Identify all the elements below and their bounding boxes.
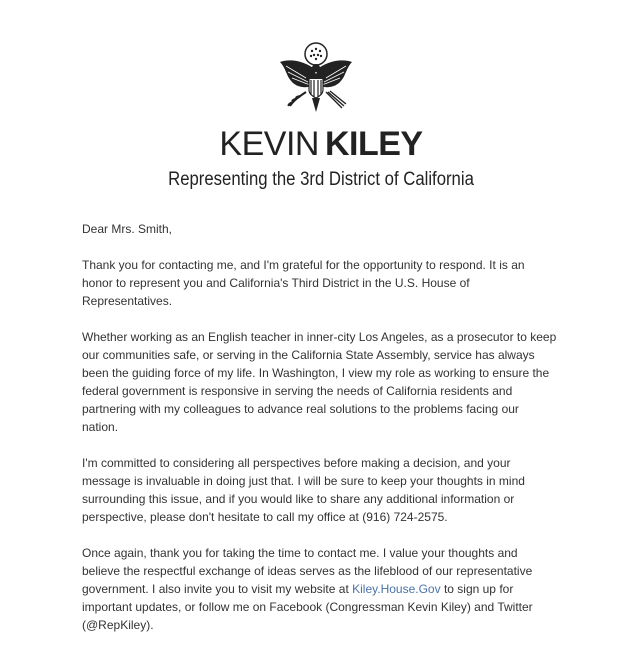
website-link[interactable]: Kiley.House.Gov (352, 582, 441, 596)
district-subtitle: Representing the 3rd District of California (168, 169, 474, 190)
last-name: KILEY (324, 125, 423, 163)
paragraph-4 (82, 544, 558, 634)
great-seal-eagle-icon (276, 40, 356, 120)
paragraph-2: Whether working as an English teacher in inner-city Los Angeles, as a prosecutor to keep our communities safe, or serving in the California State Assembly, service has always been the guiding force of my life. In Washington, I view my role as working to ensure the federal government is responsive in serving the needs of California residents and partnering with my colleagues to advance real solutions to the problems facing our nation. (82, 330, 557, 434)
paragraph-3: I'm committed to considering all perspectives before making a decision, and your message is invaluable in doing just that. I will be sure to keep your thoughts in mind surrounding this issue, and if you would like to share any additional information or perspective, please don't hesitate to call my office at (916) 724-2575. (82, 456, 525, 524)
paragraph-4-before-link: Once again, thank you for taking the time to contact me. I value your thoughts and believe the respectful exchange of ideas serves as the lifeblood of our representative government. I also invite you to visit my website at (82, 546, 533, 596)
salutation: Dear Mrs. Smith, (82, 222, 173, 236)
paragraph-1: Thank you for contacting me, and I'm grateful for the opportunity to respond. It is an honor to represent you and California's Third District in the U.S. House of Representatives. (82, 258, 525, 308)
first-name: KEVIN (219, 125, 319, 163)
paragraph-4-after-link: to sign up for important updates, or follow me on Facebook (Congressman Kevin Kiley) and Twitter (@RepKiley). (82, 582, 533, 632)
letter-body (82, 220, 558, 652)
representative-name (0, 124, 642, 164)
